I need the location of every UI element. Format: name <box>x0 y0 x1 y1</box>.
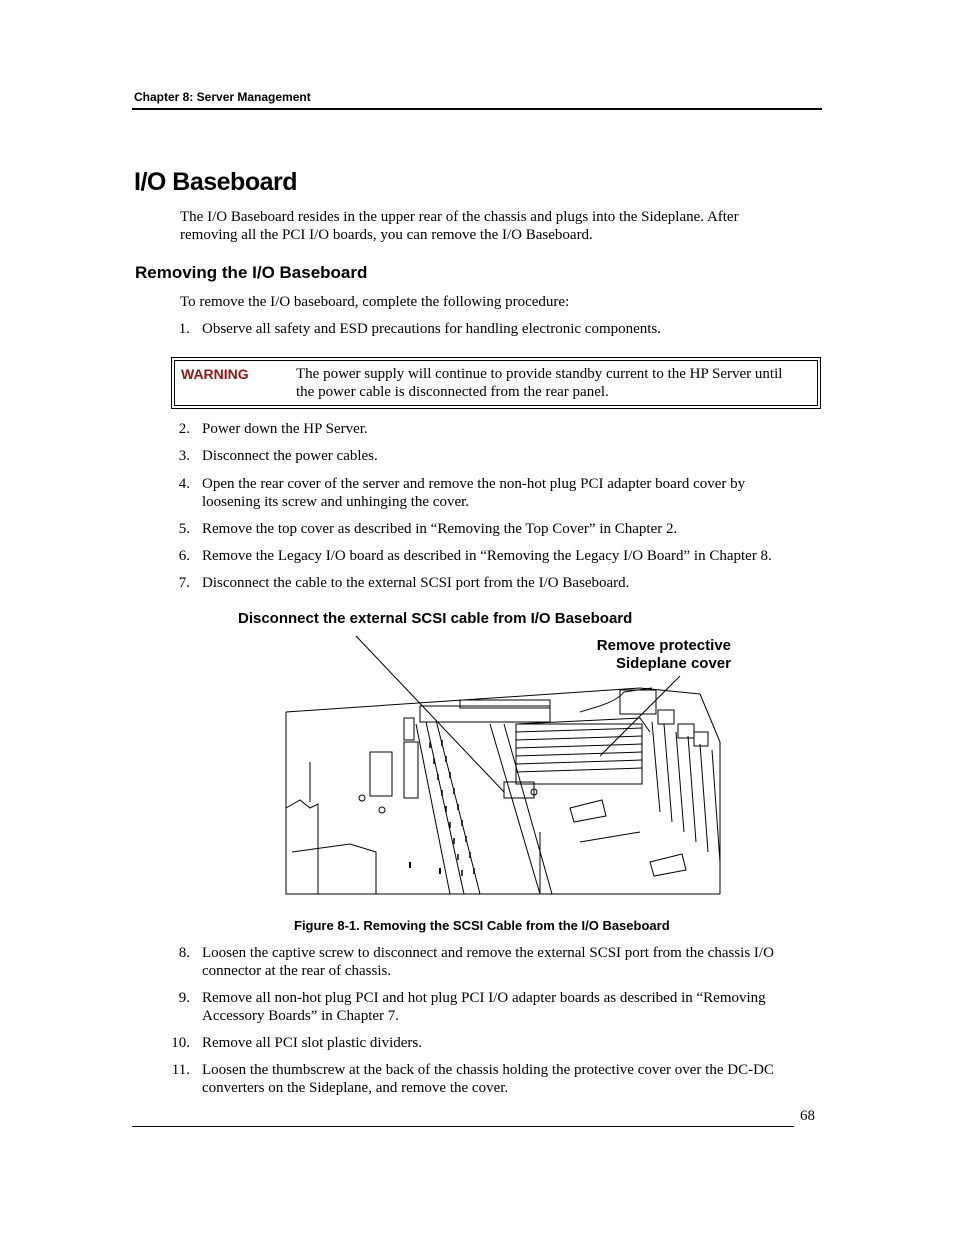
page-title: I/O Baseboard <box>134 168 297 196</box>
step-text <box>202 475 745 511</box>
figure-callout-scsi: Disconnect the external SCSI cable from I/O Baseboard <box>238 610 633 627</box>
step-number: 6. <box>178 548 190 564</box>
step-line: Loosen the thumbscrew at the back of the chassis holding the protective cover over the DC-DC <box>202 1062 774 1078</box>
step-line: loosening its screw and unhinging the cover. <box>202 494 470 510</box>
step-line: Disconnect the cable to the external SCSI port from the I/O Baseboard. <box>202 575 630 591</box>
callout-line: Sideplane cover <box>615 655 731 672</box>
warning-line: the power cable is disconnected from the rear panel. <box>296 384 609 400</box>
section-lead: To remove the I/O baseboard, complete the following procedure: <box>180 294 570 310</box>
step-line: Remove all PCI slot plastic dividers. <box>202 1035 422 1051</box>
step-number: 4. <box>178 476 190 492</box>
intro-line: removing all the PCI I/O boards, you can remove the I/O Baseboard. <box>180 227 593 243</box>
step-number: 2. <box>178 421 190 437</box>
step-number: 7. <box>178 575 190 591</box>
step-line: Loosen the captive screw to disconnect and remove the external SCSI port from the chassis I/O <box>202 945 774 961</box>
step-number: 11. <box>171 1062 190 1078</box>
step-line: Observe all safety and ESD precautions for handling electronic components. <box>202 321 662 337</box>
step-text <box>202 320 661 338</box>
step-number: 9. <box>178 990 190 1006</box>
step-text <box>202 989 766 1025</box>
running-header: Chapter 8: Server Management <box>134 90 311 104</box>
step-line: converters on the Sideplane, and remove the cover. <box>202 1080 509 1096</box>
header-rule <box>132 108 822 110</box>
intro-paragraph <box>180 208 739 244</box>
section-title: Removing the I/O Baseboard <box>135 263 368 282</box>
step-number: 1. <box>178 321 190 337</box>
callout-line: Remove protective <box>596 637 731 654</box>
step-text <box>202 520 677 538</box>
step-line: Remove all non-hot plug PCI and hot plug PCI I/O adapter boards as described in “Removing <box>202 990 766 1006</box>
server-chassis-illustration <box>280 632 730 902</box>
page-number: 68 <box>800 1108 815 1124</box>
step-number: 3. <box>178 448 190 464</box>
step-line: Disconnect the power cables. <box>202 448 378 464</box>
step-text <box>202 1034 422 1052</box>
step-text <box>202 1061 774 1097</box>
step-line: Power down the HP Server. <box>202 421 368 437</box>
step-line: Remove the top cover as described in “Removing the Top Cover” in Chapter 2. <box>202 521 678 537</box>
step-text <box>202 944 774 980</box>
footer-rule <box>132 1126 794 1127</box>
step-text <box>202 547 772 565</box>
step-text <box>202 420 368 438</box>
step-number: 10. <box>171 1035 190 1051</box>
figure-caption: Figure 8-1. Removing the SCSI Cable from the I/O Baseboard <box>294 918 670 933</box>
leader-line-scsi <box>356 636 504 792</box>
warning-label: WARNING <box>181 366 249 382</box>
step-line: Open the rear cover of the server and remove the non-hot plug PCI adapter board cover by <box>202 476 746 492</box>
warning-text <box>296 365 782 401</box>
step-number: 5. <box>178 521 190 537</box>
step-line: Accessory Boards” in Chapter 7. <box>202 1008 400 1024</box>
step-line: connector at the rear of chassis. <box>202 963 392 979</box>
intro-line: The I/O Baseboard resides in the upper rear of the chassis and plugs into the Sideplane. After <box>180 209 739 225</box>
step-number: 8. <box>178 945 190 961</box>
warning-line: The power supply will continue to provide standby current to the HP Server until <box>296 366 783 382</box>
step-line: Remove the Legacy I/O board as described in “Removing the Legacy I/O Board” in Chapter 8. <box>202 548 772 564</box>
step-text <box>202 574 629 592</box>
step-text <box>202 447 378 465</box>
